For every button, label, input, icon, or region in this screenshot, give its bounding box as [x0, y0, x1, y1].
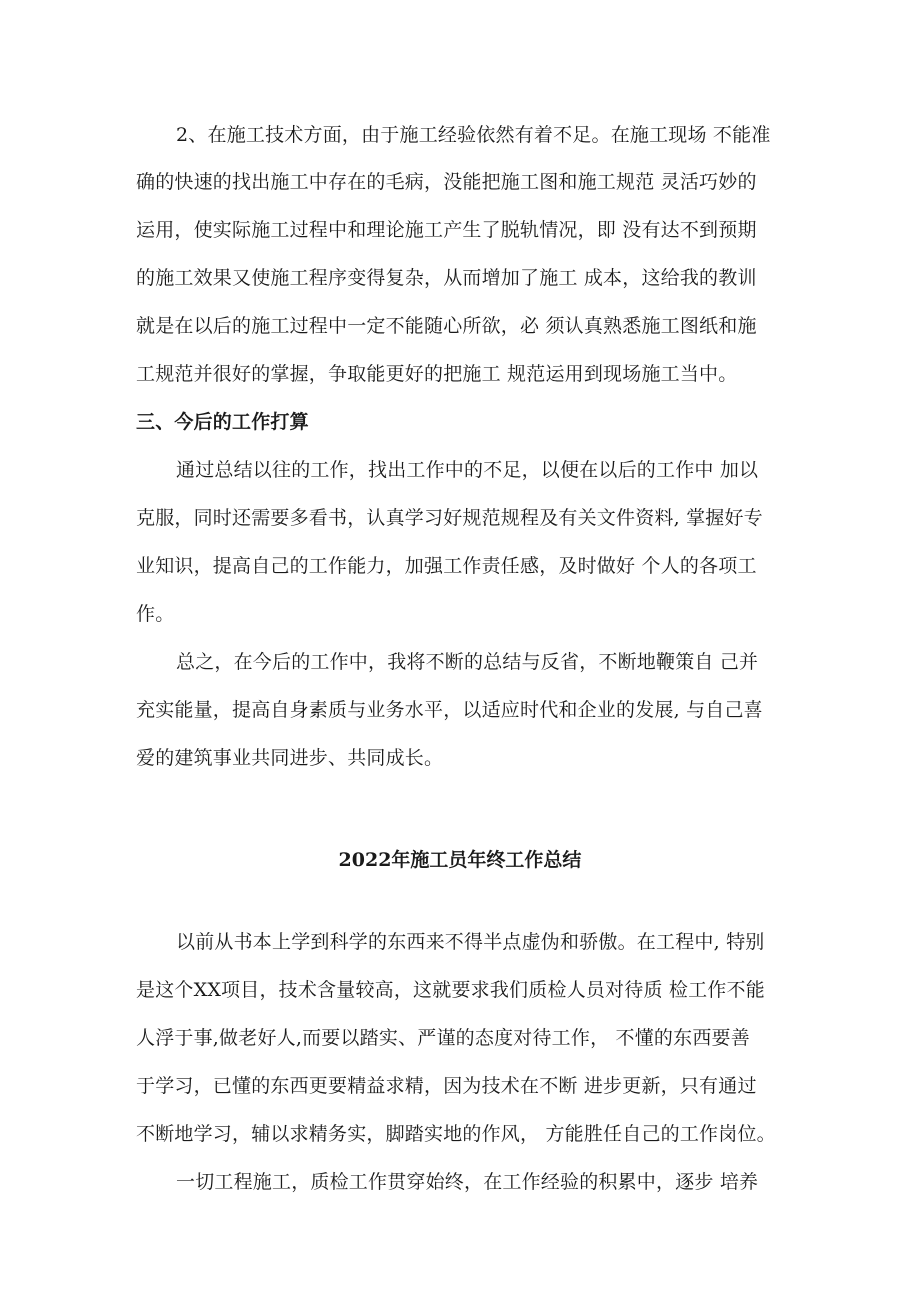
section-heading: 三、今后的工作打算: [136, 411, 309, 433]
paragraph-line: 不断地学习，辅以求精务实，脚踏实地的作风， 方能胜任自己的工作岗位。: [136, 1123, 776, 1145]
paragraph-line: 通过总结以往的工作，找出工作中的不足，以便在以后的工作中 加以: [176, 459, 759, 481]
paragraph-line: 人浮于事,做老好人,而要以踏实、严谨的态度对待工作， 不懂的东西要善: [136, 1027, 750, 1049]
paragraph-line: 一切工程施工，质检工作贯穿始终，在工作经验的积累中，逐步 培养: [176, 1171, 759, 1193]
paragraph-line: 爱的建筑事业共同进步、共同成长。: [136, 747, 444, 769]
paragraph-line: 工规范并很好的掌握，争取能更好的把施工 规范运用到现场施工当中。: [136, 363, 738, 385]
paragraph-line: 总之，在今后的工作中，我将不断的总结与反省，不断地鞭策自 己并: [176, 651, 759, 673]
paragraph-line: 充实能量，提高自身素质与业务水平，以适应时代和企业的发展, 与自己喜: [136, 699, 763, 721]
paragraph-line: 业知识，提高自己的工作能力，加强工作责任感，及时做好 个人的各项工: [136, 555, 757, 577]
paragraph-line: 以前从书本上学到科学的东西来不得半点虚伪和骄傲。在工程中, 特别: [176, 931, 765, 953]
paragraph-line: 确的快速的找出施工中存在的毛病，没能把施工图和施工规范 灵活巧妙的: [136, 171, 757, 193]
paragraph-line: 就是在以后的施工过程中一定不能随心所欲，必 须认真熟悉施工图纸和施: [136, 315, 757, 337]
paragraph-line: 克服，同时还需要多看书，认真学习好规范规程及有关文件资料, 掌握好专: [136, 507, 763, 529]
page-title: 2022年施工员年终工作总结: [338, 849, 582, 871]
paragraph-line: 的施工效果又使施工程序变得复杂，从而增加了施工 成本，这给我的教训: [136, 267, 757, 289]
paragraph-line: 是这个XX项目，技术含量较高，这就要求我们质检人员对待质 检工作不能: [136, 979, 765, 1001]
paragraph-line: 2、在施工技术方面，由于施工经验依然有着不足。在施工现场 不能准: [176, 124, 771, 146]
paragraph-line: 于学习，已懂的东西更要精益求精，因为技术在不断 进步更新，只有通过: [136, 1075, 757, 1097]
paragraph-line: 运用，使实际施工过程中和理论施工产生了脱轨情况，即 没有达不到预期: [136, 219, 757, 241]
paragraph-line: 作。: [136, 603, 175, 625]
